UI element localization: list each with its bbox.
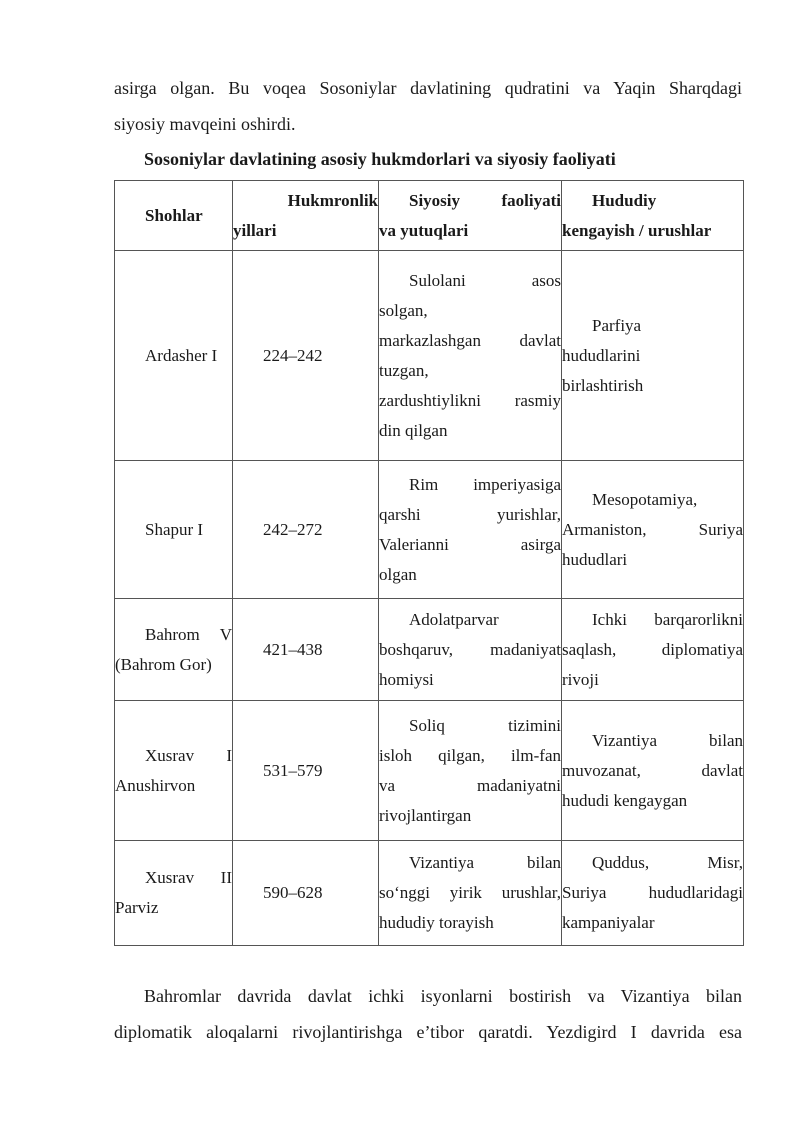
header-shohlar: Shohlar bbox=[115, 181, 233, 251]
cell-faoliyat: Adolatparvar boshqaruv, madaniyat homiysi bbox=[379, 599, 562, 701]
paragraph-line: asirga olgan. Bu voqea Sosoniylar davlatining qudratini va Yaqin Sharqdagi bbox=[114, 78, 742, 98]
table-row bbox=[115, 251, 744, 461]
table-row bbox=[115, 599, 744, 701]
cell-hududiy: Parfiya hududlarini birlashtirish bbox=[562, 251, 744, 461]
cell-yillar: 590–628 bbox=[233, 841, 379, 946]
paragraph-line: Bahromlar davrida davlat ichki isyonlarni bostirish va Vizantiya bilan bbox=[144, 986, 742, 1006]
cell-shoh: Shapur I bbox=[115, 461, 233, 599]
cell-yillar: 224–242 bbox=[233, 251, 379, 461]
rulers-table bbox=[114, 180, 744, 946]
cell-shoh: Xusrav I Anushirvon bbox=[115, 701, 233, 841]
cell-faoliyat: Rim imperiyasiga qarshi yurishlar, Valerianni asirga olgan bbox=[379, 461, 562, 599]
cell-faoliyat: Vizantiya bilan so‘nggi yirik urushlar, hududiy torayish bbox=[379, 841, 562, 946]
cell-faoliyat: Sulolani asos solgan, markazlashgan davlat tuzgan, zardushtiylikni rasmiy din qilgan bbox=[379, 251, 562, 461]
cell-shoh: Bahrom V (Bahrom Gor) bbox=[115, 599, 233, 701]
paragraph-line: diplomatik aloqalarni rivojlantirishga e’tibor qaratdi. Yezdigird I davrida esa bbox=[114, 1022, 742, 1042]
header-hukmronlik-yillari: Hukmronlik yillari bbox=[233, 181, 379, 251]
table-row bbox=[115, 701, 744, 841]
cell-hududiy: Vizantiya bilan muvozanat, davlat hududi kengaygan bbox=[562, 701, 744, 841]
cell-yillar: 531–579 bbox=[233, 701, 379, 841]
cell-shoh: Ardasher I bbox=[115, 251, 233, 461]
paragraph-line: siyosiy mavqeini oshirdi. bbox=[114, 114, 296, 134]
bottom-paragraph bbox=[114, 978, 742, 1050]
cell-faoliyat: Soliq tizimini isloh qilgan, ilm-fan va madaniyatni rivojlantirgan bbox=[379, 701, 562, 841]
top-paragraph bbox=[114, 70, 742, 142]
table-header-row bbox=[115, 181, 744, 251]
cell-shoh: Xusrav II Parviz bbox=[115, 841, 233, 946]
table-caption: Sosoniylar davlatining asosiy hukmdorlari va siyosiy faoliyati bbox=[144, 149, 616, 169]
cell-hududiy: Quddus, Misr, Suriya hududlaridagi kampaniyalar bbox=[562, 841, 744, 946]
cell-hududiy: Mesopotamiya, Armaniston, Suriya hududlari bbox=[562, 461, 744, 599]
header-siyosiy-faoliyati: Siyosiy faoliyati va yutuqlari bbox=[379, 181, 562, 251]
cell-hududiy: Ichki barqarorlikni saqlash, diplomatiya rivoji bbox=[562, 599, 744, 701]
cell-yillar: 242–272 bbox=[233, 461, 379, 599]
table-row bbox=[115, 841, 744, 946]
cell-yillar: 421–438 bbox=[233, 599, 379, 701]
table-row bbox=[115, 461, 744, 599]
header-hududiy-kengayish: Hududiy kengayish / urushlar bbox=[562, 181, 744, 251]
